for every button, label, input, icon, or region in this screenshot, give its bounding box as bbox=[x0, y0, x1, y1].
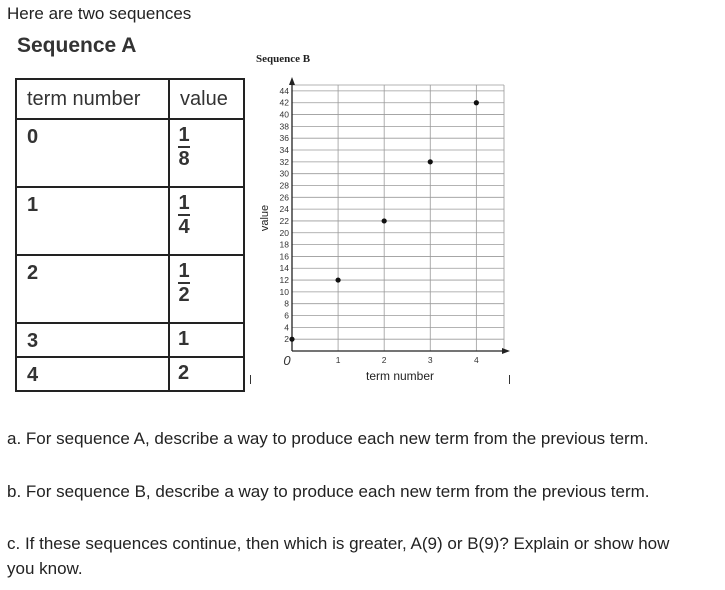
y-tick-label: 32 bbox=[279, 156, 289, 167]
y-tick-label: 8 bbox=[284, 298, 289, 309]
stray-mark bbox=[509, 375, 510, 384]
header-term-number: term number bbox=[16, 79, 169, 119]
y-tick-label: 34 bbox=[279, 145, 289, 156]
data-point bbox=[474, 100, 479, 105]
y-tick-label: 38 bbox=[279, 121, 289, 132]
y-tick-label: 10 bbox=[279, 286, 289, 297]
sequence-b-chart bbox=[254, 76, 514, 386]
question-c-line1: c. If these sequences continue, then which is greater, A(9) or B(9)? Explain or show how bbox=[7, 534, 670, 553]
x-tick-labels bbox=[283, 353, 479, 368]
denominator: 8 bbox=[178, 148, 190, 170]
numerator: 1 bbox=[178, 260, 190, 282]
y-tick-label: 40 bbox=[279, 109, 289, 120]
y-tick-labels bbox=[280, 86, 290, 344]
y-tick-label: 20 bbox=[279, 227, 289, 238]
value-cell bbox=[169, 119, 244, 187]
x-tick-label: 3 bbox=[427, 355, 433, 365]
sequence-b-title: Sequence B bbox=[256, 53, 311, 65]
sequence-a-title: Sequence A bbox=[17, 34, 137, 57]
y-tick-label: 22 bbox=[279, 215, 289, 226]
table-row bbox=[16, 255, 244, 323]
y-tick-label: 42 bbox=[279, 97, 289, 108]
intro-text: Here are two sequences bbox=[7, 4, 192, 23]
table-row bbox=[16, 357, 244, 391]
term-cell: 4 bbox=[16, 357, 169, 391]
question-a: a. For sequence A, describe a way to produce each new term from the previous term. bbox=[7, 429, 649, 448]
table-row bbox=[16, 187, 244, 255]
x-axis-label: term number bbox=[365, 369, 435, 383]
numerator: 1 bbox=[178, 192, 190, 214]
y-tick-label: 28 bbox=[279, 180, 289, 191]
y-tick-label: 16 bbox=[279, 251, 289, 262]
stray-mark bbox=[250, 375, 251, 384]
y-axis-arrow bbox=[289, 77, 295, 85]
y-tick-label: 30 bbox=[279, 168, 289, 179]
question-b: b. For sequence B, describe a way to produce each new term from the previous term. bbox=[7, 482, 650, 501]
fraction bbox=[178, 125, 190, 169]
value-cell bbox=[169, 187, 244, 255]
x-tick-label: 0 bbox=[283, 353, 291, 368]
value-cell: 1 bbox=[169, 323, 244, 357]
question-c-line2: you know. bbox=[7, 559, 83, 578]
y-tick-label: 18 bbox=[279, 239, 289, 250]
y-tick-label: 14 bbox=[279, 263, 289, 274]
table-row bbox=[16, 323, 244, 357]
term-cell: 3 bbox=[16, 323, 169, 357]
table-header-row bbox=[16, 79, 244, 119]
header-value: value bbox=[169, 79, 244, 119]
fraction bbox=[178, 261, 190, 305]
data-point bbox=[382, 218, 387, 223]
x-tick-label: 1 bbox=[335, 355, 341, 365]
x-tick-label: 2 bbox=[381, 355, 387, 365]
y-tick-label: 36 bbox=[279, 133, 289, 144]
x-axis-arrow bbox=[502, 348, 510, 354]
denominator: 4 bbox=[178, 216, 190, 238]
numerator: 1 bbox=[178, 124, 190, 146]
y-tick-label: 26 bbox=[279, 192, 289, 203]
data-point bbox=[428, 159, 433, 164]
term-cell: 0 bbox=[16, 119, 169, 187]
y-tick-label: 6 bbox=[284, 310, 289, 321]
y-axis-label: value bbox=[259, 204, 271, 232]
table-row bbox=[16, 119, 244, 187]
term-cell: 2 bbox=[16, 255, 169, 323]
data-point bbox=[335, 277, 340, 282]
y-tick-label: 12 bbox=[279, 275, 289, 286]
fraction bbox=[178, 193, 190, 237]
denominator: 2 bbox=[178, 284, 190, 306]
value-cell: 2 bbox=[169, 357, 244, 391]
y-tick-label: 2 bbox=[284, 334, 289, 345]
chart-axes bbox=[289, 77, 510, 354]
x-tick-label: 4 bbox=[473, 355, 479, 365]
term-cell: 1 bbox=[16, 187, 169, 255]
chart-grid bbox=[292, 85, 504, 351]
y-tick-label: 44 bbox=[279, 85, 289, 96]
y-tick-label: 24 bbox=[279, 204, 289, 215]
sequence-a-table bbox=[15, 78, 245, 392]
y-tick-label: 4 bbox=[284, 322, 289, 333]
value-cell bbox=[169, 255, 244, 323]
data-point bbox=[289, 337, 294, 342]
